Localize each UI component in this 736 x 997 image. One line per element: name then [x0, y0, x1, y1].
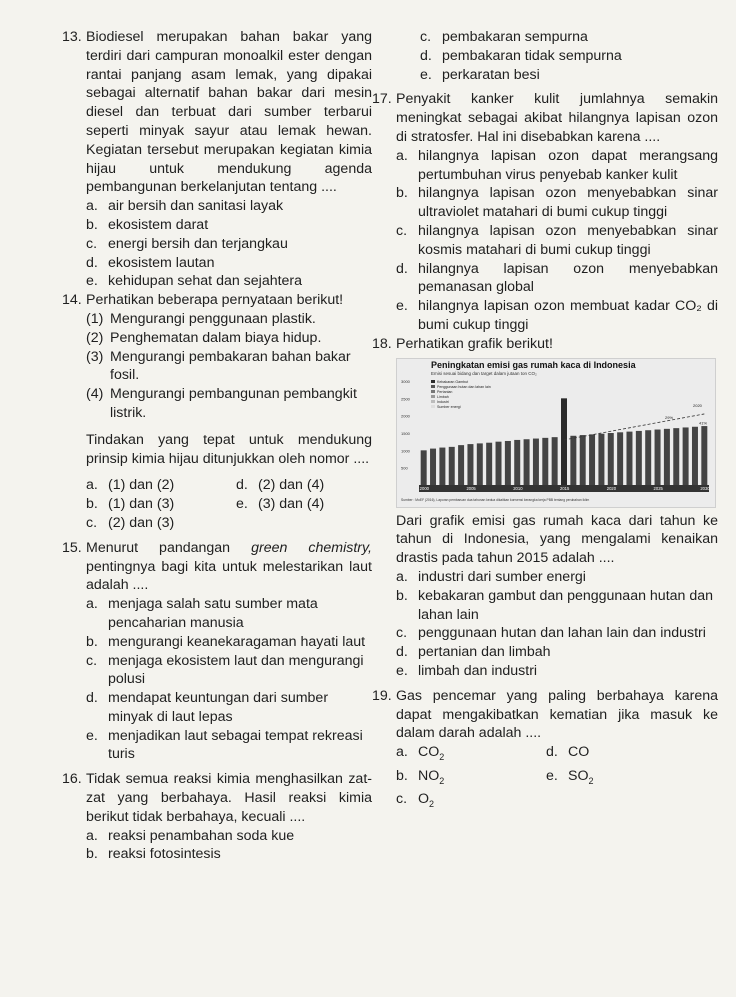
- x-tick-label: 2020: [606, 485, 617, 491]
- chart-bar: [449, 446, 455, 484]
- chart-bar: [430, 448, 436, 484]
- x-tick-label: 2025: [653, 485, 663, 491]
- option-a[interactable]: a. reaksi penambahan soda kue: [86, 827, 295, 844]
- question-text: Biodiesel merupakan bahan bakar yang terdiri dari campuran monoalkil ester dengan rantai panjang asam lemak, yang dipakai sebagai alternatif bahan bakar dari mesin diesel dan terbuat dari sumber terbarui seperti minyak sayur atau lemak hewan. Kegiatan tersebut merupakan kegiatan kimia hijau untuk mendukung agenda pembangunan berkelanjutan tentang ....: [86, 29, 372, 196]
- chart-bar: [598, 433, 604, 484]
- question-text: Menurut pandangan green chemistry, pentingnya bagi kita untuk melestarikan laut adalah ....: [86, 539, 372, 594]
- option-e[interactable]: e. kehidupan sehat dan sejahtera: [86, 273, 303, 290]
- chart-bar: [439, 447, 445, 484]
- chart-bar: [617, 432, 623, 485]
- question-number: 16.: [62, 771, 82, 788]
- legend-label: Pertanian: [437, 389, 453, 394]
- chart-bar: [552, 437, 558, 485]
- y-tick-label: 1000: [401, 447, 410, 453]
- legend-swatch: [431, 395, 435, 398]
- y-tick-label: 2000: [401, 413, 410, 419]
- statement-1: (1) Mengurangi penggunaan plastik.: [86, 310, 316, 327]
- chart-bar: [580, 435, 586, 485]
- question-16: [62, 770, 372, 864]
- y-tick-label: 1500: [401, 430, 410, 436]
- question-18-prompt: [372, 512, 718, 681]
- option-e[interactable]: e. perkaratan besi: [420, 66, 540, 83]
- legend-label: Industri: [437, 399, 449, 404]
- annotation-29: 29%: [665, 414, 674, 420]
- legend-swatch: [431, 385, 435, 388]
- option-c[interactable]: c. hilangnya lapisan ozon menyebabkan sinar kosmis matahari di bumi cukup tinggi: [396, 222, 718, 258]
- chart-bar: [655, 429, 661, 484]
- x-tick-label: 2015: [560, 485, 570, 491]
- x-tick-label: 2000: [419, 485, 430, 491]
- question-text: Perhatikan grafik berikut!: [396, 335, 553, 352]
- option-d[interactable]: d. mendapat keuntungan dari sumber minyak di laut lepas: [86, 690, 329, 725]
- chart-bar: [692, 426, 698, 484]
- y-tick-label: 2500: [401, 395, 410, 401]
- options-grid: [396, 743, 718, 814]
- options-grid: [86, 476, 372, 532]
- chart-bar: [421, 450, 427, 485]
- legend-swatch: [431, 380, 435, 383]
- option-c[interactable]: c. $O_2$: [396, 791, 435, 810]
- question-13: [62, 28, 372, 291]
- chart-bar: [645, 430, 651, 485]
- statement-2: (2) Penghematan dalam biaya hidup.: [86, 329, 322, 346]
- option-d[interactable]: d. pertanian dan limbah: [396, 644, 551, 661]
- question-text: Gas pencemar yang paling berbahaya karena dapat mengakibatkan kematian jika masuk ke dalam darah adalah ....: [396, 687, 718, 742]
- legend-label: Limbah: [437, 394, 449, 399]
- option-b[interactable]: b. hilangnya lapisan ozon menyebabkan sinar ultraviolet matahari di bumi cukup tinggi: [396, 185, 718, 221]
- option-e[interactable]: e. $SO_2$: [546, 767, 594, 786]
- left-column: [62, 28, 372, 864]
- question-number: 17.: [372, 91, 392, 108]
- chart-bar: [664, 428, 670, 484]
- question-prompt: Tindakan yang tepat untuk mendukung prinsip kimia hijau ditunjukkan oleh nomor ....: [86, 431, 372, 467]
- option-c[interactable]: c. (2) dan (3): [86, 514, 175, 531]
- annotation-year: 2020: [693, 402, 702, 408]
- y-tick-label: 3000: [401, 378, 410, 384]
- statement-3: (3) Mengurangi pembakaran bahan bakar fosil.: [86, 348, 351, 384]
- question-prompt: Dari grafik emisi gas rumah kaca dari tahun ke tahun di Indonesia, yang mengalami kenaikan drastis pada tahun 2015 adalah ....: [396, 512, 718, 567]
- x-tick-label: 2010: [513, 485, 523, 491]
- question-14: [62, 291, 372, 533]
- option-d[interactable]: d. ekosistem lautan: [86, 254, 215, 271]
- option-c[interactable]: c. menjaga ekosistem laut dan mengurangi polusi: [86, 652, 364, 688]
- legend-swatch: [431, 400, 435, 403]
- option-c[interactable]: c. energi bersih dan terjangkau: [86, 235, 288, 252]
- statement-4: (4) Mengurangi pembangunan pembangkit listrik.: [86, 386, 357, 421]
- option-b[interactable]: b. kebakaran gambut dan penggunaan hutan dan lahan lain: [396, 587, 714, 623]
- chart-bar: [701, 426, 707, 485]
- chart-bar: [683, 427, 689, 485]
- x-tick-label: 2030: [700, 485, 710, 491]
- option-c[interactable]: c. penggunaan hutan dan lahan lain dan industri: [396, 625, 706, 642]
- chart-bar: [524, 439, 530, 485]
- chart-bar: [533, 438, 539, 484]
- option-e[interactable]: e. limbah dan industri: [396, 662, 538, 679]
- annotation-41: 41%: [699, 419, 708, 425]
- chart-bar: [486, 442, 492, 484]
- option-a[interactable]: a. industri dari sumber energi: [396, 568, 586, 585]
- option-d[interactable]: d. hilangnya lapisan ozon menyebabkan pemanasan global: [396, 260, 718, 296]
- chart-source: Sumber : MoEF (2016), Laporan pembaruan dua tahunan kedua dikaitkan konvensi kerangka kerja PBB tentang perubahan iklim: [401, 497, 590, 502]
- question-15: [62, 539, 372, 765]
- chart-bar: [626, 431, 632, 484]
- chart-bar: [673, 428, 679, 485]
- option-d[interactable]: d. CO: [546, 744, 590, 761]
- question-17: [372, 90, 718, 334]
- question-text: Tidak semua reaksi kimia menghasilkan zat-zat yang berbahaya. Hasil reaksi kimia berikut tidak berbahaya, kecuali ....: [86, 771, 372, 825]
- chart-bar: [514, 439, 520, 484]
- option-a[interactable]: a. air bersih dan sanitasi layak: [86, 198, 284, 215]
- option-d[interactable]: d. pembakaran tidak sempurna: [420, 47, 622, 64]
- option-c[interactable]: c. pembakaran sempurna: [420, 29, 588, 45]
- right-column: [372, 28, 718, 814]
- option-e[interactable]: e. hilangnya lapisan ozon membuat kadar CO₂ di bumi cukup tinggi: [396, 298, 718, 333]
- chart-bar: [542, 437, 548, 484]
- option-b[interactable]: b. mengurangi keanekaragaman hayati laut: [86, 633, 366, 650]
- option-b[interactable]: b. $NO_2$: [396, 767, 445, 786]
- option-a[interactable]: a. (1) dan (2): [86, 477, 175, 494]
- chart-title: Peningkatan emisi gas rumah kaca di Indonesia: [431, 359, 636, 370]
- chart-bar: [608, 433, 614, 485]
- chart-bar: [477, 443, 483, 485]
- chart-bar: [505, 441, 511, 485]
- chart-bar: [636, 430, 642, 484]
- question-19: [372, 687, 718, 814]
- x-tick-label: 2005: [466, 485, 476, 491]
- chart-bar: [589, 434, 595, 485]
- option-b[interactable]: b. reaksi fotosintesis: [86, 846, 221, 863]
- option-e[interactable]: e. menjadikan laut sebagai tempat rekreasi turis: [86, 727, 363, 763]
- y-tick-label: 500: [401, 465, 408, 471]
- question-16-continued: [372, 28, 718, 84]
- question-text: Perhatikan beberapa pernyataan berikut!: [86, 292, 344, 309]
- legend-label: Kebakaran Gambut: [437, 379, 469, 384]
- question-text: Penyakit kanker kulit jumlahnya semakin meningkat sebagai akibat hilangnya lapisan ozon di stratosfer. Hal ini disebabkan karena ....: [396, 91, 718, 145]
- option-e[interactable]: e. (3) dan (4): [236, 496, 325, 513]
- option-a[interactable]: a. menjaga salah satu sumber mata pencaharian manusia: [86, 596, 318, 631]
- chart-bar: [561, 398, 567, 485]
- chart-bar: [570, 435, 576, 484]
- option-b[interactable]: b. ekosistem darat: [86, 216, 209, 233]
- legend-swatch: [431, 390, 435, 393]
- question-18: [372, 335, 718, 354]
- option-d[interactable]: d. (2) dan (4): [236, 477, 325, 494]
- option-a[interactable]: a. hilangnya lapisan ozon dapat merangsang pertumbuhan virus penyebab kanker kulit: [396, 147, 718, 183]
- option-a[interactable]: a. $CO_2$: [396, 744, 445, 762]
- legend-label: Sumber energi: [437, 404, 461, 409]
- question-number: 14.: [62, 292, 82, 309]
- emission-chart-svg: [397, 359, 715, 507]
- legend-label: Penggunaan hutan dan lahan lain: [437, 384, 491, 389]
- question-number: 19.: [372, 687, 392, 704]
- question-number: 15.: [62, 539, 82, 556]
- chart-bar: [496, 441, 502, 484]
- chart-subtitle: Emisi sesuai bidang dan target dalam jutaan ton CO₂: [431, 370, 537, 376]
- emission-chart: [396, 358, 716, 508]
- chart-bar: [467, 444, 473, 485]
- chart-bar: [458, 445, 464, 485]
- option-b[interactable]: b. (1) dan (3): [86, 496, 175, 513]
- question-number: 13.: [62, 29, 82, 45]
- question-number: 18.: [372, 335, 392, 352]
- legend-swatch: [431, 405, 435, 408]
